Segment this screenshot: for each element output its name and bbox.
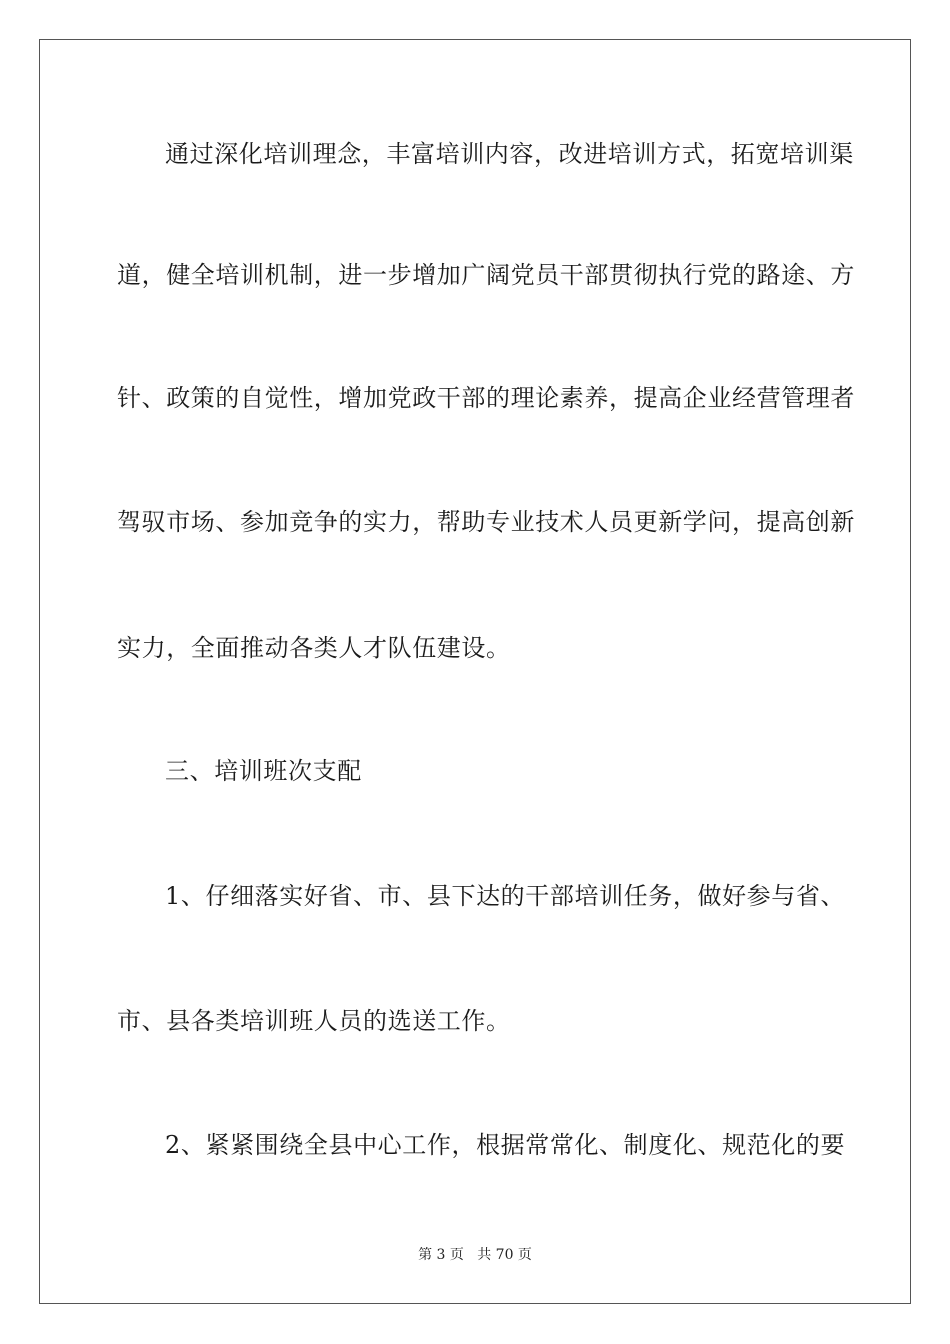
section-heading: 三、培训班次支配	[165, 757, 362, 785]
list-item-2-line-1: 2、紧紧围绕全县中心工作，根据常常化、制度化、规范化的要	[165, 1131, 846, 1159]
paragraph-line-3: 针、政策的自觉性，增加党政干部的理论素养，提高企业经营管理者	[117, 384, 855, 412]
page-border	[39, 39, 911, 1304]
paragraph-line-5: 实力，全面推动各类人才队伍建设。	[117, 634, 511, 662]
list-item-1-line-2: 市、县各类培训班人员的选送工作。	[117, 1007, 511, 1035]
page-number-footer: 第 3 页 共 70 页	[418, 1247, 532, 1263]
paragraph-line-2: 道，健全培训机制，进一步增加广阔党员干部贯彻执行党的路途、方	[117, 261, 855, 289]
list-item-1-line-1: 1、仔细落实好省、市、县下达的干部培训任务，做好参与省、	[165, 882, 846, 910]
paragraph-line-1: 通过深化培训理念，丰富培训内容，改进培训方式，拓宽培训渠	[165, 140, 854, 168]
paragraph-line-4: 驾驭市场、参加竞争的实力，帮助专业技术人员更新学问，提高创新	[117, 508, 855, 536]
